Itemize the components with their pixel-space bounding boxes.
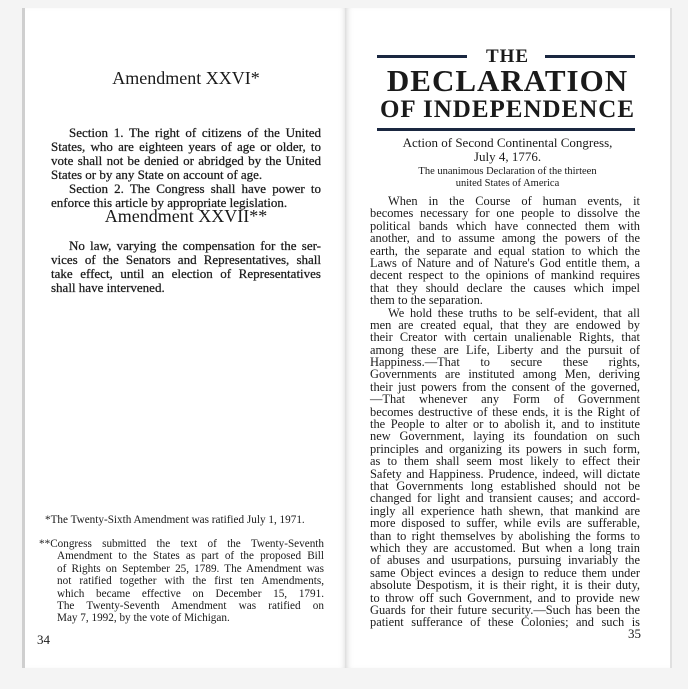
footnote-27 [39, 538, 324, 625]
right-page [345, 8, 672, 668]
text-line: political bands which have connected them with [370, 218, 640, 233]
text-line: patient sufferance of these Colonies; and such is [370, 615, 640, 630]
text-line: enforce this article by appropriate legislation. [51, 195, 288, 210]
text-line: Guards for their future security.—Such has been the [370, 602, 640, 617]
preamble-line1: The unanimous Declaration of the thirteen [418, 166, 597, 177]
page-number: 34 [37, 632, 50, 647]
text-line: earth, the separate and equal station to which the [370, 243, 640, 258]
text-line: of Rights on September 25, 1789. The Amendment was [57, 562, 324, 575]
text-line: more disposed to suffer, while evils are sufferable, [370, 516, 640, 531]
title-rule-bottom [377, 128, 635, 131]
text-line: of abuses and usurpations, pursuing invariably the [370, 553, 640, 568]
text-line: The Twenty-Seventh Amendment was ratified on [57, 599, 324, 612]
text-line: Happiness.—That to secure these rights, [370, 355, 640, 370]
text-line: No law, varying the compensation for the ser- [69, 238, 321, 253]
title-declaration: DECLARATION [386, 63, 629, 98]
text-line: States or by any State on account of age. [51, 167, 263, 182]
text-line: that Governments long established should not be [370, 478, 640, 493]
text-line: shall have intervened. [51, 280, 165, 295]
text-line: We hold these truths to be self-evident, that all [388, 305, 640, 320]
text-line: their just powers from the consent of the governed, [370, 379, 640, 394]
text-line: States, who are eighteen years of age or older, to [51, 139, 321, 154]
text-line: not ratified together with the first ten Amendments, [57, 575, 324, 588]
text-line: vote shall not be denied or abridged by the United [51, 153, 321, 168]
amendment-26-heading: Amendment XXVI* [112, 68, 260, 88]
subtitle-line2: July 4, 1776. [473, 149, 542, 164]
left-page [22, 8, 347, 668]
text-line: the People to alter or to abolish it, and to institute [370, 417, 640, 432]
text-line: becomes destructive of these ends, it is the Right of [370, 404, 640, 419]
text-line: vices of the Senators and Representatives, shall [51, 252, 321, 267]
text-line: —That whenever any Form of Government [370, 392, 640, 407]
text-line: Safety and Happiness. Prudence, indeed, will dictate [370, 466, 640, 481]
page-number: 35 [628, 626, 641, 641]
text-line: Laws of Nature and of Nature's God entitle them, a [370, 255, 640, 270]
text-line: new Government, laying its foundation on such [370, 429, 640, 444]
declaration-body [370, 195, 640, 629]
title-the: THE [485, 46, 530, 67]
amendment-27-heading: Amendment XXVII** [104, 206, 268, 226]
text-line: their Creator with certain unalienable Rights, that [370, 330, 640, 345]
text-line: than to right themselves by abolishing the forms to [370, 528, 640, 543]
title-of-independence: OF INDEPENDENCE [379, 96, 636, 123]
footnote-26: *The Twenty-Sixth Amendment was ratified July 1, 1971. [45, 514, 305, 526]
text-line: them to the separation. [370, 293, 483, 308]
text-line: **Congress submitted the text of the Twenty-Seventh [39, 538, 324, 550]
text-line: that they should declare the causes which impel [370, 280, 640, 295]
text-line: Section 2. The Congress shall have power to [69, 181, 321, 196]
text-line: men are created equal, that they are endowed by [370, 317, 640, 332]
text-line: among these are Life, Liberty and the pursuit of [370, 342, 640, 357]
text-line: Governments are instituted among Men, deriving [370, 367, 640, 382]
text-line: When in the Course of human events, it [388, 194, 640, 208]
text-line: to throw off such Government, and to provide new [370, 590, 640, 605]
amendment-27-text [51, 239, 321, 295]
text-line: absolute Despotism, it is their right, it is their duty, [370, 578, 640, 593]
text-line: principles and organizing its powers in such form, [370, 441, 640, 456]
subtitle-line1: Action of Second Continental Congress, [402, 135, 613, 150]
amendment-26-text [51, 126, 321, 210]
text-line: Section 1. The right of citizens of the United [69, 125, 321, 140]
text-line: decent respect to the opinions of mankind requires [370, 268, 640, 283]
text-line: ingly all experience hath shewn, that mankind are [370, 503, 640, 518]
text-line: as to them shall seem most likely to effect their [370, 454, 640, 469]
text-line: changed for light and transient causes; and accord- [370, 491, 640, 506]
text-line: becomes necessary for one people to dissolve the [370, 206, 640, 221]
text-line: which they are accustomed. But when a long train [370, 540, 640, 555]
preamble-line2: united States of America [455, 178, 560, 189]
text-line: Amendment to the States as part of the proposed Bill [57, 550, 324, 563]
text-line: May 7, 1992, by the vote of Michigan. [57, 612, 230, 625]
text-line: which became effective on December 15, 1791. [57, 587, 324, 600]
text-line: another, and to assume among the powers of the [370, 231, 640, 246]
text-line: same Object evinces a design to reduce them under [370, 565, 640, 580]
text-line: take effect, until an election of Representatives [51, 266, 321, 281]
